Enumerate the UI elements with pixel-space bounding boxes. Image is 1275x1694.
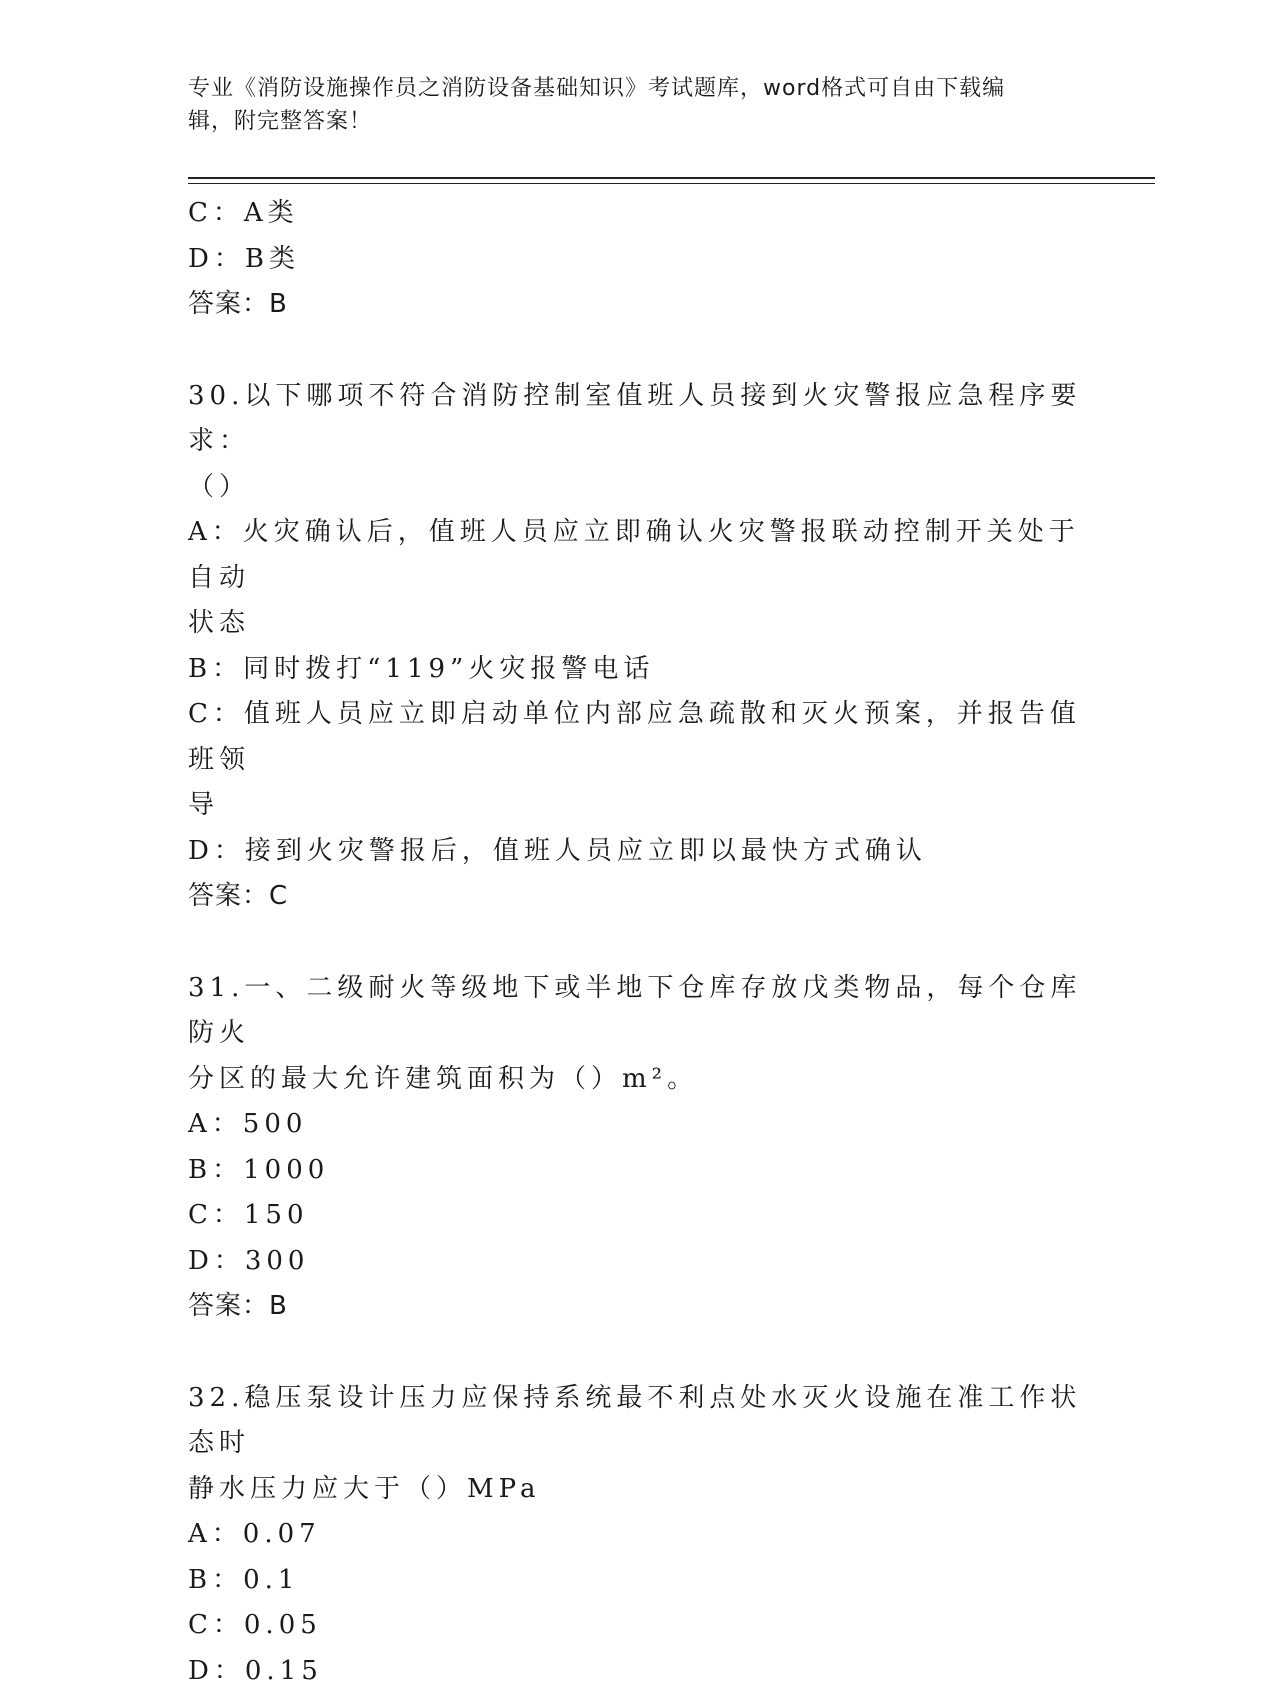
option-a: A：0.07	[188, 1512, 1088, 1558]
option-c: C：A类	[188, 191, 1088, 237]
question-stem: 32.稳压泵设计压力应保持系统最不利点处水灭火设施在准工作状态时	[188, 1376, 1088, 1467]
option-c: C：150	[188, 1193, 1088, 1239]
header-divider	[188, 183, 1155, 184]
answer-label: 答案：B	[188, 282, 1088, 328]
question-32	[188, 1376, 1088, 1694]
option-b: B：0.1	[188, 1558, 1088, 1604]
answer-label: 答案：B	[188, 1284, 1088, 1330]
option-d: D：300	[188, 1239, 1088, 1285]
header-line: 辑，附完整答案！	[188, 105, 1068, 138]
spacer	[188, 1330, 1088, 1376]
spacer	[188, 920, 1088, 966]
option-d: D：接到火灾警报后，值班人员应立即以最快方式确认	[188, 829, 1088, 875]
option-a: A：500	[188, 1102, 1088, 1148]
question-31	[188, 966, 1088, 1330]
option-d: D：B类	[188, 237, 1088, 283]
option-a: A：火灾确认后，值班人员应立即确认火灾警报联动控制开关处于自动	[188, 510, 1088, 601]
option-c: 导	[188, 783, 1088, 829]
header-divider	[188, 177, 1155, 179]
answer-label: 答案：C	[188, 874, 1088, 920]
header-line: 专业《消防设施操作员之消防设备基础知识》考试题库，word格式可自由下载编	[188, 72, 1068, 105]
spacer	[188, 328, 1088, 374]
question-list	[188, 191, 1088, 1694]
option-d: D：0.15	[188, 1649, 1088, 1694]
option-c: C：0.05	[188, 1603, 1088, 1649]
document-header	[188, 72, 1068, 138]
question-30	[188, 374, 1088, 920]
question-stem: 静水压力应大于（）MPa	[188, 1467, 1088, 1513]
option-c: C：值班人员应立即启动单位内部应急疏散和灭火预案，并报告值班领	[188, 692, 1088, 783]
option-a: 状态	[188, 601, 1088, 647]
option-b: B：1000	[188, 1148, 1088, 1194]
question-stem: 31.一、二级耐火等级地下或半地下仓库存放戊类物品，每个仓库防火	[188, 966, 1088, 1057]
option-b: B：同时拨打“119”火灾报警电话	[188, 647, 1088, 693]
question-stem: 30.以下哪项不符合消防控制室值班人员接到火灾警报应急程序要求：	[188, 374, 1088, 465]
question-29-tail	[188, 191, 1088, 328]
question-stem: 分区的最大允许建筑面积为（）m²。	[188, 1057, 1088, 1103]
question-stem: （）	[188, 465, 1088, 511]
